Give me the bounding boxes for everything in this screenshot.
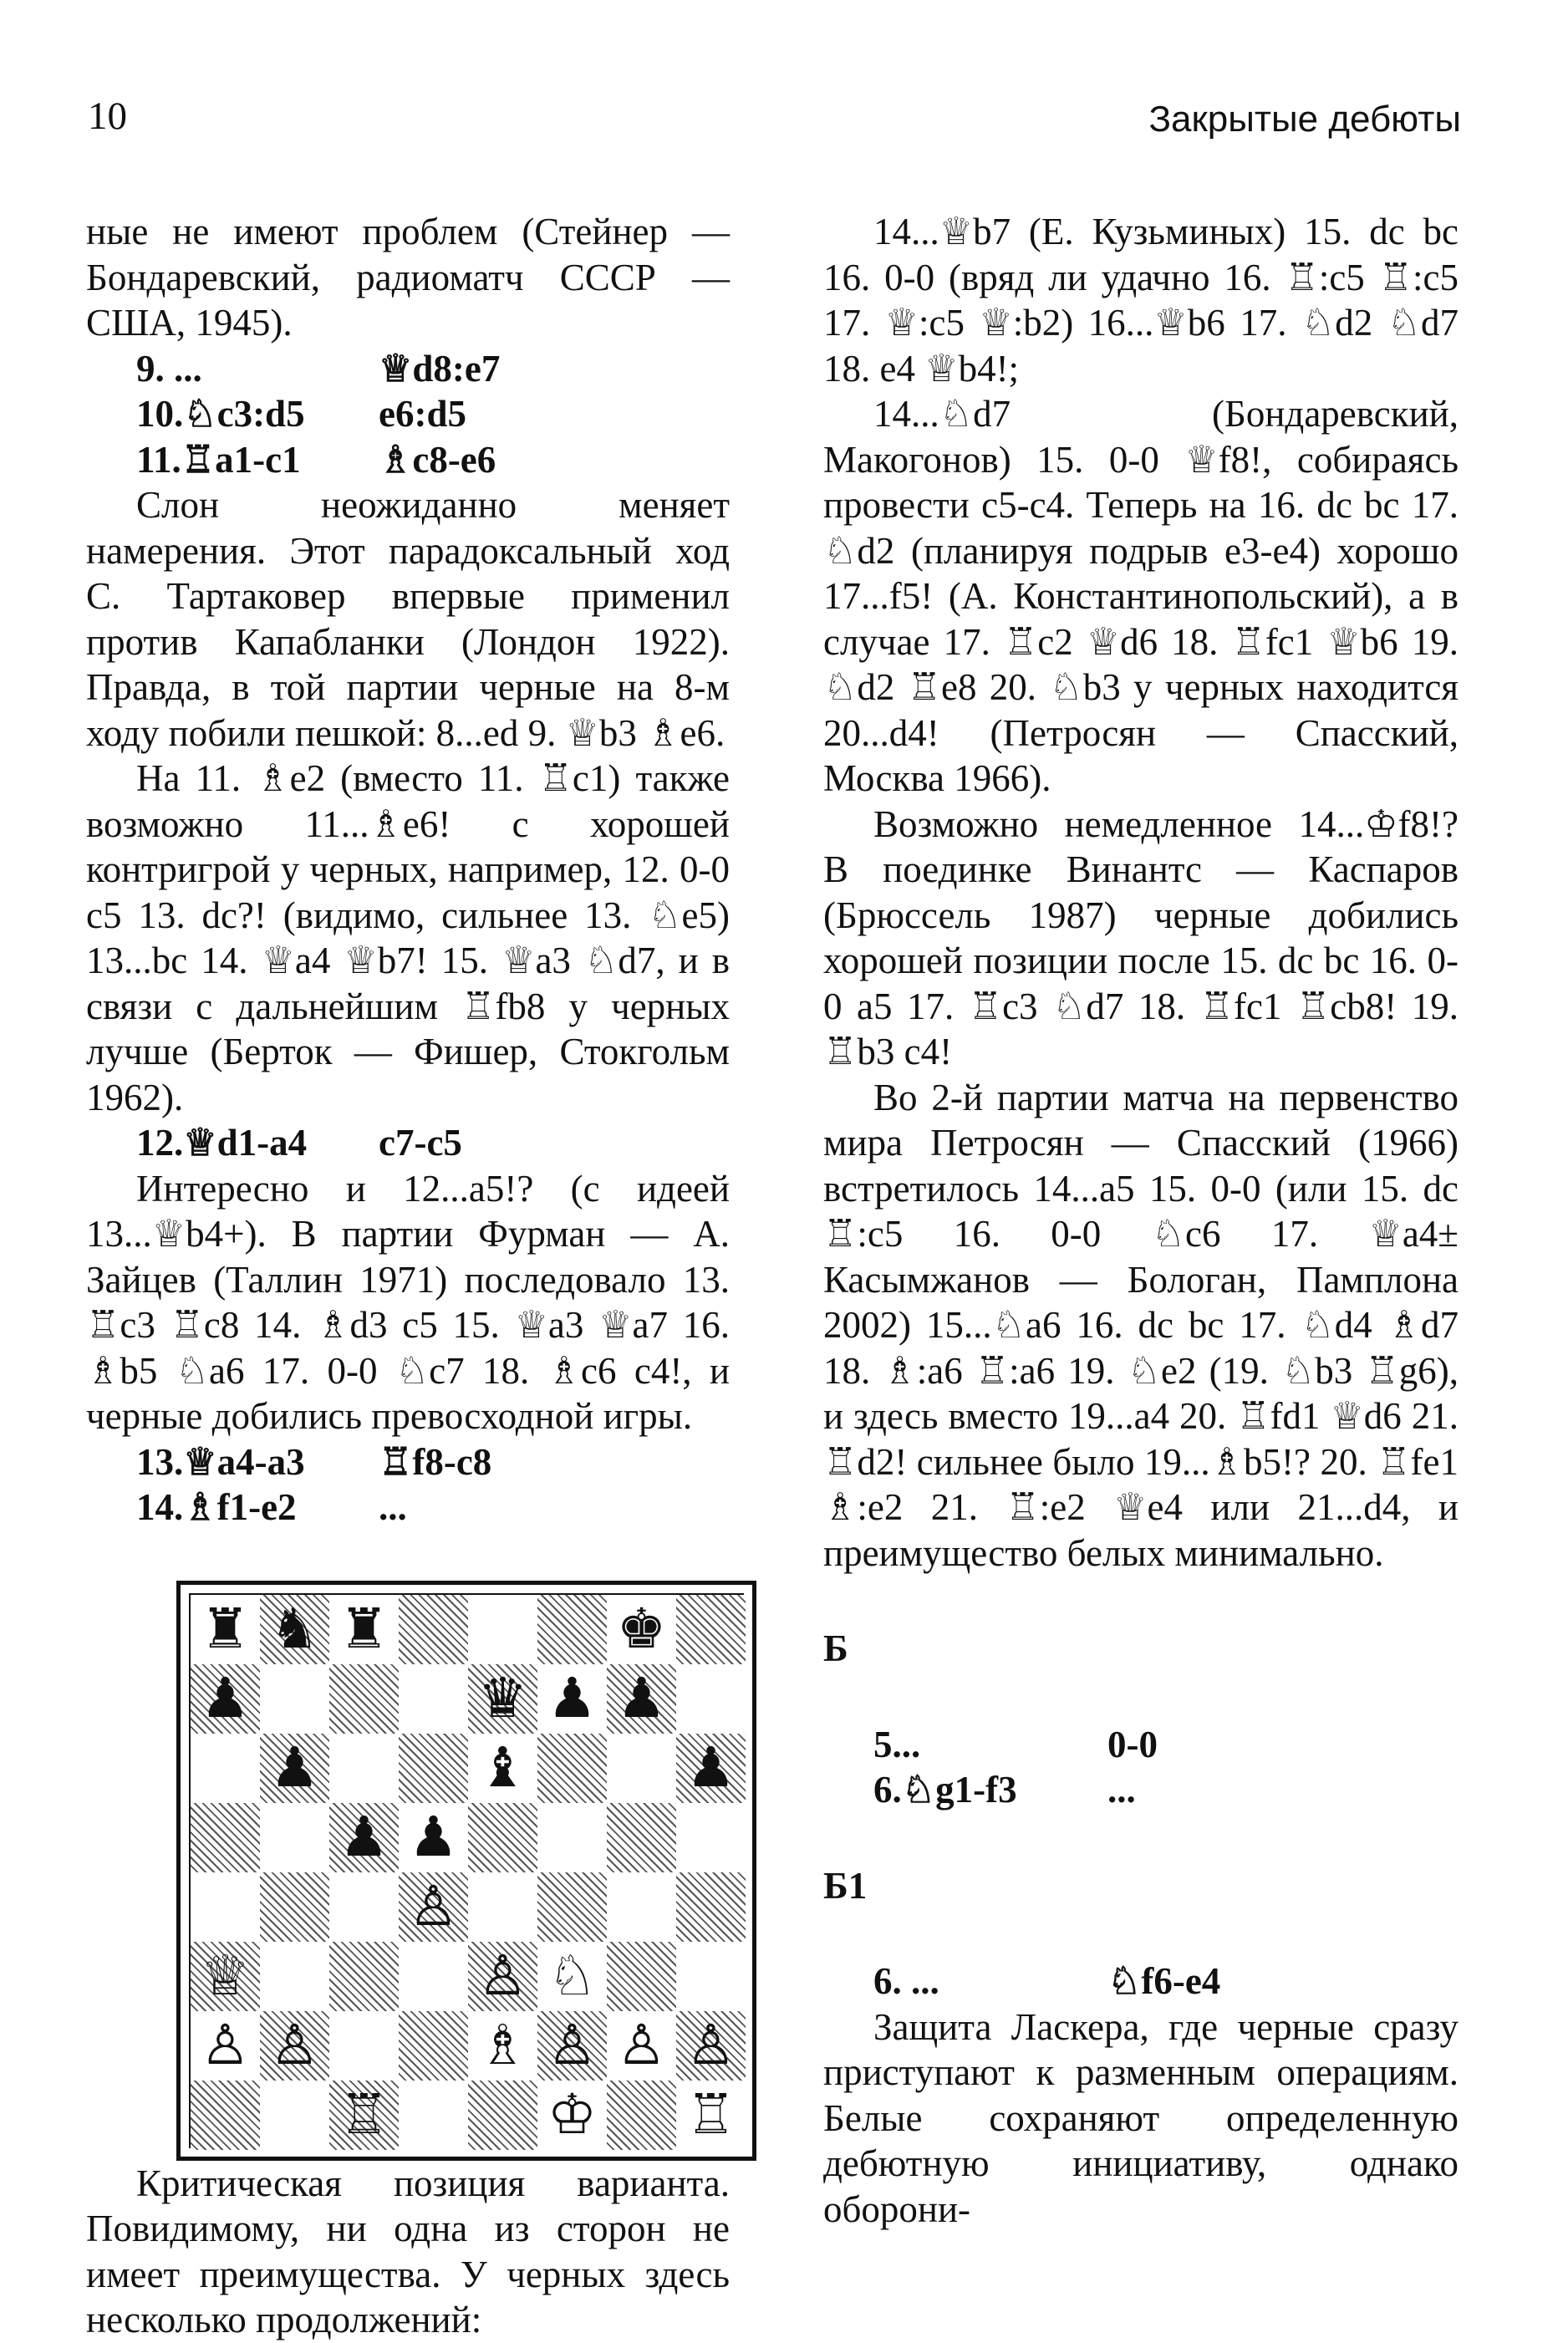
chess-square (399, 1734, 468, 1803)
chess-square (607, 2081, 676, 2150)
chess-piece-square: ♟ (191, 1664, 260, 1734)
chess-square (260, 1942, 329, 2011)
chess-piece-square: ♙ (537, 2011, 607, 2081)
paragraph: Возможно немедленное 14...♔f8!? В поединке Винантс — Каспаров (Брюссель 1987) черные добились хорошей позиции после 15. dc bc 16. 0-0 a5 17. ♖c3 ♘d7 18. ♖fc1 ♖cb8! 19. ♖b3 c4! (823, 802, 1459, 1072)
move-line: 10.♘c3:d5 e6:d5 (136, 393, 466, 435)
chess-board (189, 1593, 744, 2148)
chess-piece-square: ♞ (260, 1595, 329, 1664)
chess-square (260, 1803, 329, 1872)
chess-piece-square: ♜ (329, 1595, 399, 1664)
move-line: 13.♕a4-a3 ♖f8-c8 (136, 1440, 492, 1483)
move-line: 5... 0-0 (873, 1723, 1158, 1765)
chess-piece-square: ♙ (468, 1942, 537, 2011)
chess-square (676, 1942, 746, 2011)
chess-square (676, 1803, 746, 1872)
right-column (823, 209, 1459, 2232)
paragraph: Интересно и 12...a5!? (с идеей 13...♕b4+). В партии Фурман — А. Зайцев (Таллин 1971) последовало 13. ♖c3 ♖c8 14. ♗d3 c5 15. ♕a3 ♕a7 16. ♗b5 ♘a6 17. 0-0 ♘c7 18. ♗c6 c4!, и черные добились превосходной игры. (86, 1167, 730, 1437)
move-line: 6.♘g1-f3 ... (873, 1769, 1136, 1811)
paragraph: 14...♕b7 (Е. Кузьминых) 15. dc bc 16. 0-0 (вряд ли удачно 16. ♖:c5 ♖:c5 17. ♕:c5 ♕:b2) 16...♕b6 17. ♘d2 ♘d7 18. e4 ♕b4!; (823, 211, 1459, 390)
chess-piece-square: ♕ (191, 1942, 260, 2011)
chess-piece-square: ♙ (607, 2011, 676, 2081)
chess-piece-square: ♟ (399, 1803, 468, 1872)
chess-square (607, 1734, 676, 1803)
chess-square (537, 1872, 607, 1942)
chess-square (329, 1664, 399, 1734)
chess-square (537, 1734, 607, 1803)
chess-square (329, 2011, 399, 2081)
chess-square (607, 1942, 676, 2011)
chess-piece-square: ♖ (329, 2081, 399, 2150)
chess-square (260, 2081, 329, 2150)
chess-square (329, 1872, 399, 1942)
chess-square (260, 1664, 329, 1734)
paragraph: На 11. ♗e2 (вместо 11. ♖c1) также возможно 11...♗e6! с хорошей контригрой у черных, например, 12. 0-0 c5 13. dc?! (видимо, сильнее 13. ♘e5) 13...bc 14. ♕a4 ♕b7! 15. ♕a3 ♘d7, и в связи с дальнейшим ♖fb8 у черных лучше (Берток — Фишер, Стокгольм 1962). (86, 757, 730, 1118)
section-heading: Б1 (823, 1864, 868, 1907)
paragraph: Во 2-й партии матча на первенство мира Петросян — Спасский (1966) встретилось 14...a5 15. 0-0 (или 15. dc ♖:c5 16. 0-0 ♘c6 17. ♕a4± Касымжанов — Бологан, Памплона 2002) 15...♘a6 16. dc bc 17. ♘d4 ♗d7 18. ♗:a6 ♖:a6 19. ♘e2 (19. ♘b3 ♖g6), и здесь вместо 19...a4 20. ♖fd1 ♕d6 21. ♖d2! сильнее было 19...♗b5!? 20. ♖fe1 ♗:e2 21. ♖:e2 ♕e4 или 21...d4, и преимущество белых минимально. (823, 1076, 1459, 1574)
paragraph: Защита Ласкера, где черные сразу приступают к разменным операциям. Белые сохраняют определенную дебютную инициативу, однако оборони- (823, 2005, 1459, 2230)
chess-square (399, 1595, 468, 1664)
chess-piece-square: ♖ (676, 2081, 746, 2150)
paragraph: ные не имеют проблем (Стейнер — Бондаревский, радиоматч СССР — США, 1945). (86, 211, 730, 344)
move-line: 11.♖a1-c1 ♗c8-e6 (136, 438, 496, 481)
chess-square (399, 1664, 468, 1734)
chess-square (191, 1734, 260, 1803)
chess-square (191, 2081, 260, 2150)
chess-piece-square: ♙ (399, 1872, 468, 1942)
move-line: 6. ... ♘f6-e4 (873, 1960, 1221, 2002)
chess-square (399, 2081, 468, 2150)
chess-piece-square: ♟ (676, 1734, 746, 1803)
chess-piece-square: ♚ (607, 1595, 676, 1664)
paragraph: Слон неожиданно меняет намерения. Этот парадоксальный ход С. Тартаковер впервые применил против Капабланки (Лондон 1922). Правда, в той партии черные на 8-м ходу побили пешкой: 8...ed 9. ♕b3 ♗e6. (86, 484, 730, 754)
chess-square (676, 1872, 746, 1942)
chess-diagram (176, 1581, 756, 2161)
chess-piece-square: ♗ (468, 2011, 537, 2081)
left-column (86, 209, 736, 2343)
chess-square (329, 1942, 399, 2011)
chess-square (468, 1803, 537, 1872)
chess-square (191, 1803, 260, 1872)
chess-piece-square: ♙ (260, 2011, 329, 2081)
diagram-caption: Критическая позиция варианта. Повидимому, ни одна из сторон не имеет преимущества. У черных здесь несколько продолжений: (86, 2162, 730, 2340)
chess-piece-square: ♟ (607, 1664, 676, 1734)
chess-piece-square: ♙ (676, 2011, 746, 2081)
chess-piece-square: ♟ (329, 1803, 399, 1872)
chess-square (468, 1872, 537, 1942)
section-heading: Б (823, 1627, 848, 1669)
chess-piece-square: ♝ (468, 1734, 537, 1803)
page-number: 10 (88, 94, 127, 138)
chess-piece-square: ♘ (537, 1942, 607, 2011)
chess-piece-square: ♙ (191, 2011, 260, 2081)
move-line: 9. ... ♕d8:e7 (136, 347, 501, 390)
chess-square (537, 1595, 607, 1664)
chess-square (399, 1942, 468, 2011)
chess-square (260, 1872, 329, 1942)
chess-square (607, 1872, 676, 1942)
chess-square (676, 1595, 746, 1664)
paragraph: 14...♘d7 (Бондаревский, Макогонов) 15. 0-0 ♕f8!, собираясь провести c5-c4. Теперь на 16. dc bc 17. ♘d2 (планируя подрыв e3-e4) хорошо 17...f5! (А. Константинопольский), а в случае 17. ♖c2 ♕d6 18. ♖fc1 ♕b6 19. ♘d2 ♖e8 20. ♘b3 у черных находится 20...d4! (Петросян — Спасский, Москва 1966). (823, 393, 1459, 799)
chess-square (399, 2011, 468, 2081)
chess-square (191, 1872, 260, 1942)
chess-piece-square: ♜ (191, 1595, 260, 1664)
chess-square (468, 1595, 537, 1664)
chess-piece-square: ♟ (260, 1734, 329, 1803)
chess-piece-square: ♟ (537, 1664, 607, 1734)
chess-piece-square: ♔ (537, 2081, 607, 2150)
move-line: 12.♕d1-a4 c7-c5 (136, 1122, 462, 1164)
chess-square (676, 1664, 746, 1734)
chess-square (329, 1734, 399, 1803)
move-line: 14.♗f1-e2 ... (136, 1486, 407, 1528)
chess-square (468, 2081, 537, 2150)
running-head: Закрытые дебюты (1148, 99, 1461, 140)
chess-square (607, 1803, 676, 1872)
chess-square (537, 1803, 607, 1872)
chess-piece-square: ♛ (468, 1664, 537, 1734)
